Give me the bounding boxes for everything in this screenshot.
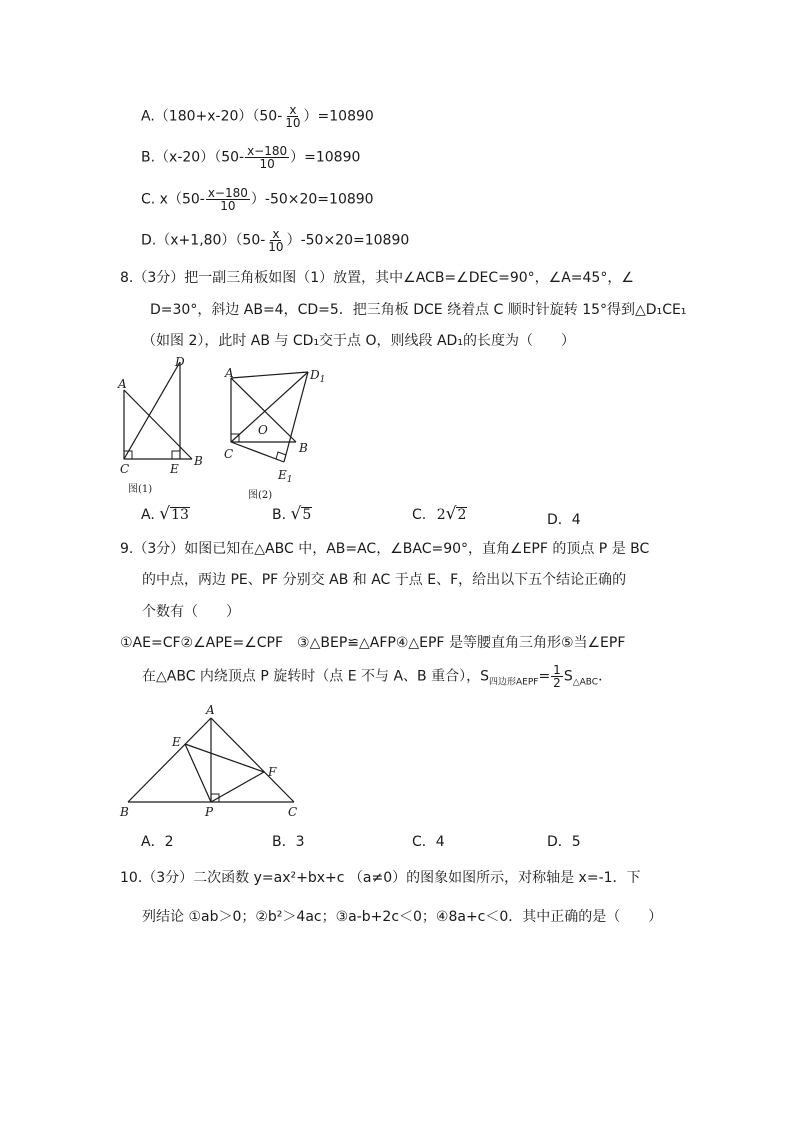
- fraction: $\frac{x}{10}$: [285, 103, 301, 130]
- segment-ep: [185, 744, 211, 802]
- q8-option-d: D．4: [547, 512, 581, 528]
- label-d1: $D_1$: [310, 368, 326, 385]
- q9-line-5: 在△ABC 内绕顶点 P 旋转时（点 E 不与 A、B 重合），$S_{四边形AEPF}=$ $\frac{1}{2}$ $S_{\triangle ABC}$．: [142, 663, 613, 690]
- sqrt: √ 5: [290, 504, 312, 524]
- sqrt: √ 13: [159, 504, 189, 524]
- fraction: $\frac{x-180}{10}$: [207, 186, 248, 213]
- q9-line-4: ①AE=CF②∠APE=∠CPF ③△BEP≌△AFP④△EPF 是等腰直角三角形⑤当∠EPF: [120, 635, 626, 651]
- q9-option-b: B．3: [272, 834, 305, 850]
- label-e: E: [170, 462, 179, 476]
- label-b: B: [299, 441, 308, 455]
- label-b: B: [194, 454, 203, 468]
- q10-line-2: 列结论 ①ab＞0；②b²＞4ac；③a-b+2c＜0；④8a+c＜0．其中正确的是（ ）: [142, 909, 663, 925]
- q8-option-c: C. 2 √ 2: [412, 504, 467, 524]
- q8-option-b: B. √ 5: [272, 504, 312, 524]
- q9-option-c: C．4: [412, 834, 445, 850]
- q7-option-d: D.（x+1‚80）（50- $\frac{x}{10}$ ）-50×20=10890: [141, 227, 410, 254]
- label-a: A: [118, 377, 127, 391]
- segment-ef: [185, 744, 264, 772]
- q8-line-3: （如图 2），此时 AB 与 CD₁交于点 O，则线段 AD₁的长度为（ ）: [142, 333, 575, 349]
- q8-option-a: A. √ 13: [141, 504, 189, 524]
- q8-line-2: D=30°，斜边 AB=4，CD=5．把三角板 DCE 绕着点 C 顺时针旋转 15°得到△D₁CE₁: [150, 302, 687, 318]
- label-f: F: [268, 765, 277, 779]
- label-c: C: [120, 462, 130, 476]
- segment-ad1: [231, 372, 308, 378]
- segment-dc: [124, 362, 180, 459]
- q7-option-b: B.（x-20）（50- $\frac{x-180}{10}$ ）=10890: [141, 144, 361, 171]
- q10-line-1: 10.（3分）二次函数 y=ax²+bx+c （a≠0）的图象如图所示，对称轴是 x=-1．下: [120, 870, 641, 886]
- q9-option-a: A．2: [141, 834, 174, 850]
- q9-line-3: 个数有（ ）: [142, 604, 240, 620]
- q9-option-d: D．5: [547, 834, 581, 850]
- q9-line-1: 9.（3分）如图已知在△ABC 中，AB=AC，∠BAC=90°，直角∠EPF 的顶点 P 是 BC: [120, 541, 650, 557]
- label-a: A: [225, 366, 234, 380]
- label-d: D: [175, 355, 185, 369]
- label-c: C: [288, 805, 298, 819]
- q9-line-2: 的中点，两边 PE、PF 分别交 AB 和 AC 于点 E、F，给出以下五个结论正确的: [142, 572, 627, 588]
- q8-figure-1: [112, 352, 212, 500]
- q7-option-c: C. x（50- $\frac{x-180}{10}$ ）-50×20=10890: [141, 186, 374, 213]
- right-angle-mark-e: [172, 451, 180, 459]
- label-a: A: [206, 703, 215, 717]
- label-e1: $E_1$: [278, 468, 293, 485]
- fraction: $\frac{x}{10}$: [268, 227, 284, 254]
- segment-cd1: [231, 372, 308, 442]
- q9-figure: [112, 700, 312, 824]
- fraction: $\frac{x-180}{10}$: [247, 144, 288, 171]
- segment-ab: [128, 718, 211, 802]
- q7-option-a: A.（180+x-20）（50- $\frac{x}{10}$ ）=10890: [141, 103, 374, 130]
- q8-figure-2: [216, 362, 332, 504]
- label-p: P: [205, 805, 214, 819]
- label-o: O: [258, 423, 268, 437]
- sqrt: √ 2: [445, 504, 467, 524]
- fraction: $\frac{1}{2}$: [553, 663, 561, 690]
- figure-caption: 图(1): [128, 484, 153, 495]
- figure-caption: 图(2): [248, 490, 273, 501]
- label-b: B: [120, 805, 129, 819]
- label-c: C: [224, 447, 234, 461]
- label-e: E: [172, 735, 181, 749]
- segment-ac: [211, 718, 294, 802]
- q8-line-1: 8.（3分）把一副三角板如图（1）放置，其中∠ACB=∠DEC=90°，∠A=45°，∠: [120, 270, 634, 286]
